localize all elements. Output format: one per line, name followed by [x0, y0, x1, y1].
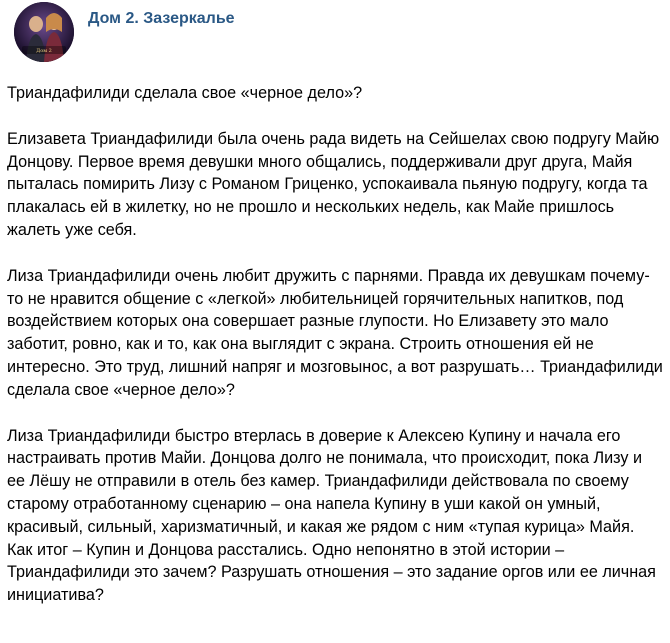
post-paragraph: Елизавета Триандафилиди была очень рада видеть на Сейшелах свою подругу Майю Донцову. Первое время девушки много общались, поддерживали друг друга, Майя пыталась помирить Лизу с Романом Гриценко, успокаивала пьяную подругу, когда та плакалась ей в жилетку, но не прошло и нескольких недель, как Майе пришлось жалеть уже себя. — [7, 129, 660, 239]
group-avatar[interactable] — [14, 2, 74, 62]
svg-text:Дом 2: Дом 2 — [36, 48, 52, 54]
post-body — [0, 82, 670, 607]
post-paragraph: Лиза Триандафилиди быстро втерлась в доверие к Алексею Купину и начала его настраивать против Майи. Донцова долго не понимала, что происходит, пока Лизу и ее Лёшу не отправили в отель без камер. Триандафилиди действовала по своему старому отработанному сценарию – она напела Купину в уши какой он умный, красивый, сильный, харизматичный, и какая же рядом с ним «тупая курица» Майя. Как итог – Купин и Донцова расстались. Одно непонятно в этой истории – Триандафилиди это зачем? Разрушать отношения – это задание оргов или ее личная инициатива? — [7, 426, 656, 605]
post-title: Триандафилиди сделала свое «черное дело»? — [7, 84, 363, 102]
group-name-link[interactable]: Дом 2. Зазеркалье — [88, 10, 235, 27]
post-paragraph: Лиза Триандафилиди очень любит дружить с парнями. Правда их девушкам почему-то не нравится общение с «легкой» любительницей горячительных напитков, под воздействием которых она совершает разные глупости. Но Елизавету это мало заботит, ровно, как и то, как она выглядит с экрана. Строить отношения ей не интересно. Это труд, лишний напряг и мозговынос, а вот разрушать… Триандафилиди сделала свое «черное дело»? — [7, 266, 663, 399]
post-header — [0, 0, 670, 78]
group-avatar-image — [14, 2, 74, 62]
